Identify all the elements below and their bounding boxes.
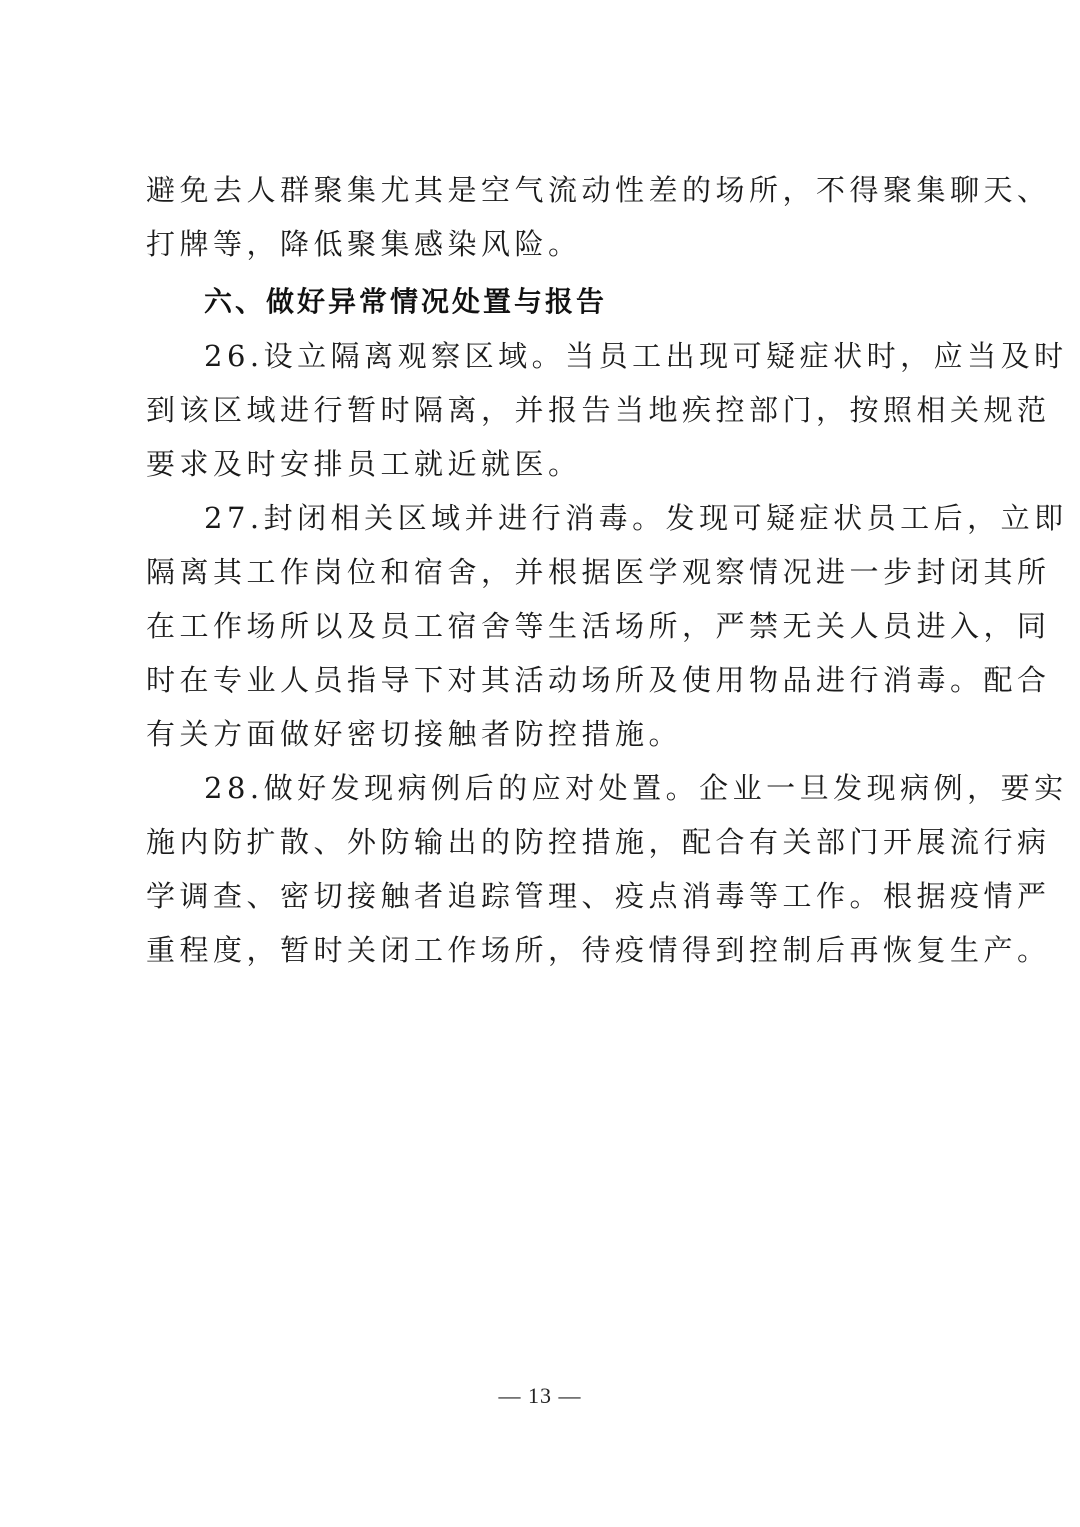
- paragraph-line: 在工作场所以及员工宿舍等生活场所，严禁无关人员进入，同: [146, 609, 1051, 643]
- page-number: — 13 —: [498, 1383, 582, 1408]
- paragraph-line: 学调查、密切接触者追踪管理、疫点消毒等工作。根据疫情严: [146, 879, 1051, 913]
- paragraph-line: 避免去人群聚集尤其是空气流动性差的场所，不得聚集聊天、: [146, 173, 1051, 207]
- paragraph-line: 打牌等，降低聚集感染风险。: [146, 227, 582, 261]
- paragraph-line: 隔离其工作岗位和宿舍，并根据医学观察情况进一步封闭其所: [146, 555, 1051, 589]
- paragraph-line: 27.封闭相关区域并进行消毒。发现可疑症状员工后，立即: [204, 501, 1068, 535]
- paragraph-line: 28.做好发现病例后的应对处置。企业一旦发现病例，要实: [204, 771, 1068, 805]
- paragraph-line: 26.设立隔离观察区域。当员工出现可疑症状时，应当及时: [204, 339, 1068, 373]
- paragraph-continuation: [146, 163, 1051, 271]
- paragraph-line: 时在专业人员指导下对其活动场所及使用物品进行消毒。配合: [146, 663, 1051, 697]
- section-heading: 六、做好异常情况处置与报告: [204, 285, 608, 318]
- paragraph-27: [146, 491, 1068, 761]
- paragraph-line: 有关方面做好密切接触者防控措施。: [146, 717, 683, 751]
- paragraph-line: 到该区域进行暂时隔离，并报告当地疾控部门，按照相关规范: [146, 393, 1051, 427]
- paragraph-line: 施内防扩散、外防输出的防控措施，配合有关部门开展流行病: [146, 825, 1051, 859]
- paragraph-26: [146, 329, 1068, 491]
- paragraph-line: 重程度，暂时关闭工作场所，待疫情得到控制后再恢复生产。: [146, 933, 1051, 967]
- paragraph-line: 要求及时安排员工就近就医。: [146, 447, 582, 481]
- paragraph-28: [146, 761, 1068, 977]
